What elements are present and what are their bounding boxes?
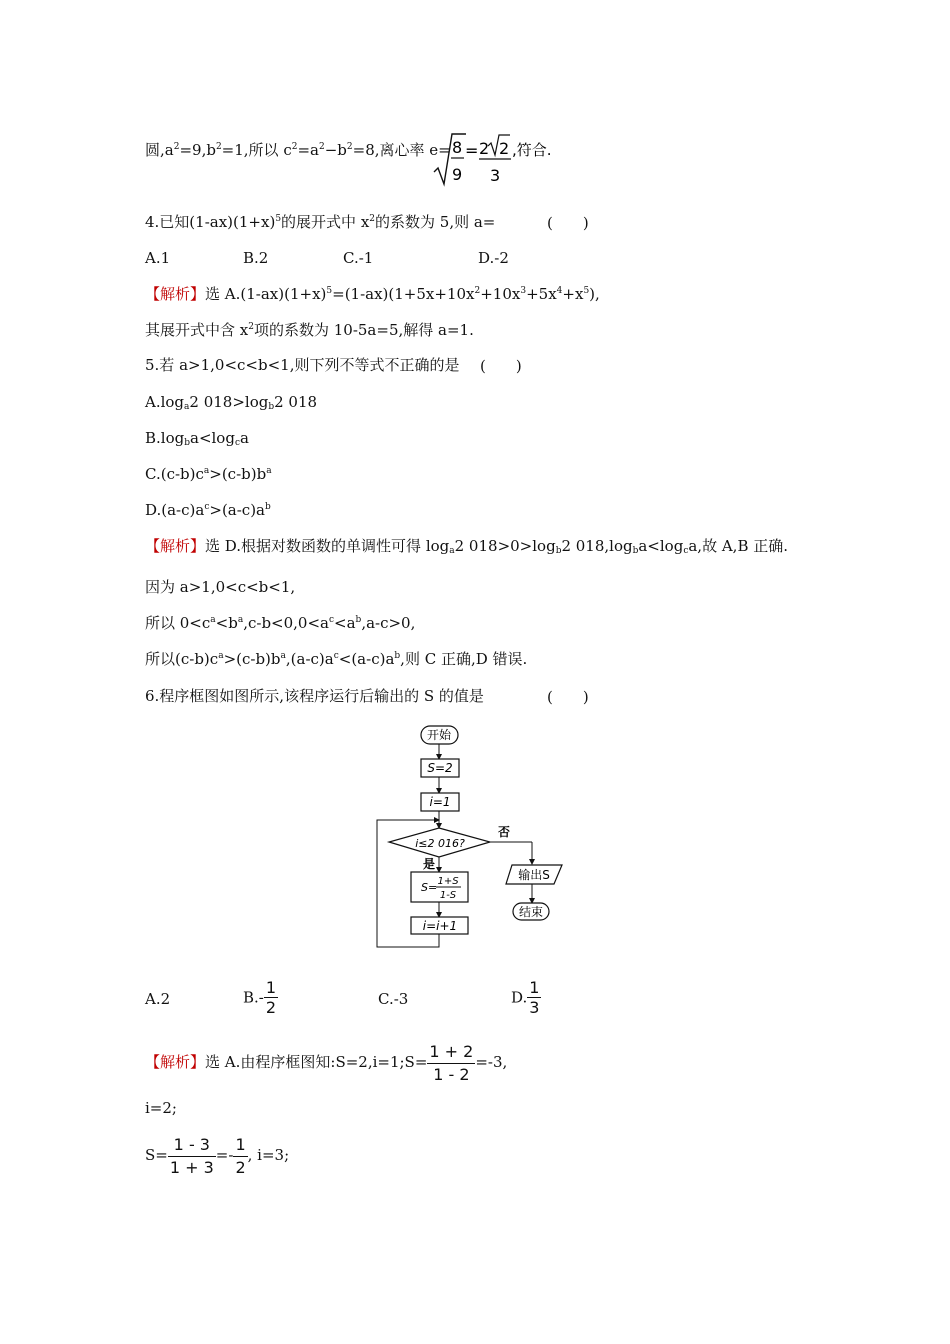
q4-solution-line1: 【解析】选 $A.(1-ax)(1+x)^5=(1-ax)(1+5x+10x^2+10x^3+5x^4+x^5)$, <box>145 285 600 303</box>
output-label: 输出S <box>518 868 550 882</box>
assign-prefix: S= <box>421 881 438 894</box>
q6-option-a: A.2 <box>145 990 171 1008</box>
start-label: 开始 <box>426 728 452 742</box>
q5-solution-line3: 所以 $0<c^a<b^a,c-b<0,0<a^c<a^b,a-c>0$, <box>145 614 416 632</box>
q4-answer-paren: ( ) <box>547 214 589 232</box>
q5-stem: 5.若 a>1,0<c<b<1,则下列不等式不正确的是 <box>145 356 460 374</box>
no-label: 否 <box>498 825 511 839</box>
q5-option-a: $A.\log_a2$ $018>\log_b2$ 018 <box>145 393 318 412</box>
flowchart <box>360 720 580 960</box>
q6-option-d: D. $\frac{1}{3}$ <box>511 978 540 1017</box>
q4-stem: 4.已知$(1-ax)(1+x)^5$的展开式中 $x^2$的系数为 5,则 a= <box>145 213 496 231</box>
line-eccentricity: 圆$,a^2=9,b^2=1$,所以 $c^2=a^2-b^2=8$,离心率 e= <box>145 141 451 159</box>
sqrt-numerator: 8 <box>452 138 463 157</box>
q4-option-d: D.-2 <box>478 249 509 267</box>
sqrt-denominator: 9 <box>452 165 463 184</box>
line1-tail: ,符合. <box>512 141 552 159</box>
analysis-tag: 【解析】 <box>145 285 206 303</box>
q6-stem: 6.程序框图如图所示,该程序运行后输出的 S 的值是 <box>145 687 484 705</box>
q6-solution-line2: i=2; <box>145 1099 177 1117</box>
q6-option-c: C.-3 <box>378 990 409 1008</box>
q6-solution-line3: S= $\frac{1 - 3}{1 + 3}$ =- $\frac{1}{2}$ , i=3; <box>145 1134 290 1177</box>
q5-option-b: $B.\log_ba<\log_ca$ <box>145 429 249 448</box>
equals-sign: = <box>465 141 479 160</box>
rhs-denominator: 3 <box>490 166 501 185</box>
q5-option-d: $D.(a-c)a^c>(a-c)a^b$ <box>145 501 271 519</box>
rhs-radicand: 2 <box>499 139 510 158</box>
q5-solution-line2: 因为 a>1,0<c<b<1, <box>145 578 296 596</box>
assign-denominator: 1-S <box>439 890 457 901</box>
q6-option-b: B.- $\frac{1}{2}$ <box>243 978 277 1017</box>
condition-label: i≤2 016? <box>415 837 465 850</box>
q5-option-c: $C.(c-b)c^a>(c-b)b^a$ <box>145 465 272 483</box>
assign-numerator: 1+S <box>437 876 459 887</box>
yes-label: 是 <box>423 857 436 871</box>
analysis-tag: 【解析】 <box>145 537 206 555</box>
q4-option-c: C.-1 <box>343 249 374 267</box>
init-i-label: i=1 <box>429 795 451 809</box>
q6-solution-line1: 【解析】选 A.由程序框图知:S=2,i=1;S= $\frac{1 + 2}{1 - 2}$ =-3, <box>145 1041 508 1084</box>
q5-solution-line4: 所以$(c-b)c^a>(c-b)b^a,(a-c)a^c<(a-c)a^b$,则 C 正确,D 错误. <box>145 650 528 668</box>
q4-option-a: A.1 <box>145 249 171 267</box>
q4-option-b: B.2 <box>243 249 269 267</box>
eccentricity-formula <box>432 128 552 188</box>
init-s-label: S=2 <box>427 761 453 775</box>
end-label: 结束 <box>518 905 544 919</box>
q5-solution-line1: 【解析】选 D.根据对数函数的单调性可得 $\log_a2$ $018>0>\log_b2$ $018,\log_ba<\log_ca$,故 A,B 正确. <box>145 537 788 556</box>
q6-answer-paren: ( ) <box>547 688 589 706</box>
q4-solution-line2: 其展开式中含 $x^2$项的系数为 10-5a=5,解得 a=1. <box>145 321 474 339</box>
analysis-tag: 【解析】 <box>145 1053 206 1071</box>
q5-answer-paren: ( ) <box>480 357 522 375</box>
increment-label: i=i+1 <box>422 919 458 933</box>
rhs-coefficient: 2 <box>479 139 490 158</box>
